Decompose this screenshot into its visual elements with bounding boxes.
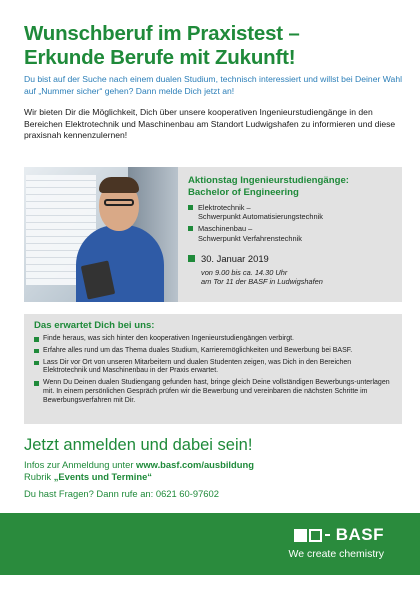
- program-item: Maschinenbau – Schwerpunkt Verfahrenstechnik: [188, 224, 392, 242]
- event-title-line-1: Aktionstag Ingenieurstudiengänge:: [188, 175, 349, 186]
- headline-line-1: Wunschberuf im Praxistest –: [24, 22, 300, 45]
- logo-square-outline: [309, 529, 322, 542]
- call-to-action: Jetzt anmelden und dabei sein!: [24, 436, 253, 454]
- program-list: [188, 203, 392, 243]
- intro-text-2: Wir bieten Dir die Möglichkeit, Dich über unsere kooperativen Ingenieurstudiengänge in den Bereichen Elektrotechnik und Maschinenbau am Standort Ludwigshafen zu informieren und diese praxisnah kennenzulernen!: [24, 107, 396, 140]
- event-title: [188, 175, 392, 198]
- logo-wordmark: BASF: [335, 525, 384, 544]
- registration-info: Infos zur Anmeldung unter www.basf.com/ausbildung Rubrik „Events und Termine“: [24, 459, 254, 482]
- student-photo: [24, 167, 178, 302]
- expect-box: [24, 314, 402, 424]
- logo-dash: [325, 534, 330, 536]
- program-item: Elektrotechnik – Schwerpunkt Automatisierungstechnik: [188, 203, 392, 221]
- event-box: [178, 167, 402, 302]
- expect-list: [34, 335, 392, 406]
- event-date: 30. Januar 2019: [188, 253, 392, 264]
- expect-title: Das erwartet Dich bei uns:: [34, 320, 155, 331]
- list-item: Erfahre alles rund um das Thema duales Studium, Karrieremöglichkeiten und Bewerbung bei BASF.: [34, 347, 392, 356]
- contact-phone: Du hast Fragen? Dann rufe an: 0621 60-97602: [24, 488, 219, 499]
- event-title-line-2: Bachelor of Engineering: [188, 186, 299, 198]
- list-item: Wenn Du Deinen dualen Studiengang gefunden hast, bringe gleich Deine vollständigen Bewerbungs-unterlagen mit. In einem persönlichen Gespräch prüfen wir die Bewerbung und vereinbaren die nächsten Schritte im Bewerbungsverfahren mit Dir.: [34, 379, 392, 405]
- intro-text: Du bist auf der Suche nach einem dualen Studium, technisch interessiert und willst bei Deiner Wahl auf „Nummer sicher“ gehen? Dann melde Dich jetzt an!: [24, 74, 403, 96]
- rubrik-label: „Events und Termine“: [53, 470, 152, 482]
- slogan: We create chemistry: [288, 548, 384, 560]
- basf-logo: [294, 525, 384, 545]
- footer-band: [0, 513, 420, 575]
- list-item: Lass Dir vor Ort von unseren Mitarbeitern und dualen Studenten zeigen, was Dich in den Bereichen Elektrotechnik und Maschinenbau in der Praxis erwartet.: [34, 359, 392, 377]
- headline-line-2: Erkunde Berufe mit Zukunft!: [24, 46, 296, 69]
- logo-square-filled: [294, 529, 307, 542]
- event-time: von 9.00 bis ca. 14.30 Uhr am Tor 11 der BASF in Ludwigshafen: [201, 267, 323, 286]
- registration-link[interactable]: www.basf.com/ausbildung: [136, 459, 254, 470]
- list-item: Finde heraus, was sich hinter den kooperativen Ingenieurstudiengängen verbirgt.: [34, 335, 392, 344]
- headline: [24, 22, 404, 70]
